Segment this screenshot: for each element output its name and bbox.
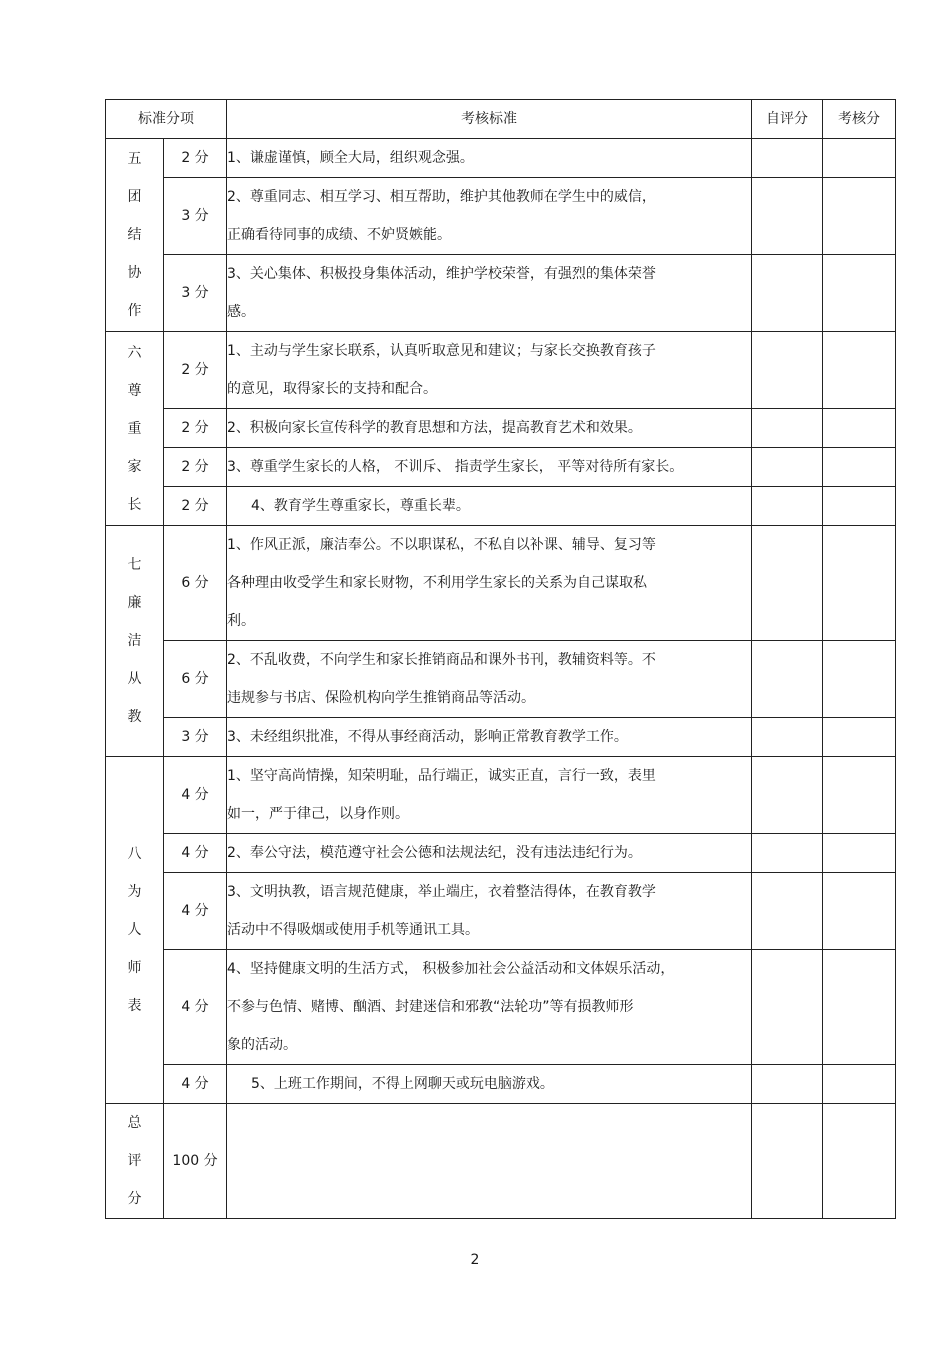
criteria-cell xyxy=(227,873,752,950)
criteria-line: 3、文明执教，语言规范健康，举止端庄，衣着整洁得体，在教育教学 xyxy=(227,884,656,900)
table-row xyxy=(106,757,896,834)
section-label-char: 家 xyxy=(127,458,142,475)
points-cell: 3 分 xyxy=(164,255,227,332)
section-label-char: 协 xyxy=(127,265,142,281)
section-label-char: 六 xyxy=(127,344,142,361)
self-score-cell[interactable] xyxy=(752,409,823,448)
self-score-cell[interactable] xyxy=(752,178,823,255)
criteria-cell xyxy=(227,1065,752,1104)
exam-score-cell[interactable] xyxy=(823,718,896,757)
total-exam-score-cell[interactable] xyxy=(823,1104,896,1219)
self-score-cell[interactable] xyxy=(752,950,823,1065)
table-row xyxy=(106,332,896,409)
points-cell: 4 分 xyxy=(164,1065,227,1104)
exam-score-cell[interactable] xyxy=(823,526,896,641)
exam-score-cell[interactable] xyxy=(823,950,896,1065)
criteria-line: 2、不乱收费，不向学生和家长推销商品和课外书刊，教辅资料等。不 xyxy=(227,652,656,668)
exam-score-cell[interactable] xyxy=(823,255,896,332)
criteria-line: 1、谦虚谨慎，顾全大局，组织观念强。 xyxy=(227,150,474,166)
self-score-cell[interactable] xyxy=(752,873,823,950)
section-label-char: 尊 xyxy=(127,382,142,399)
criteria-line: 的意见，取得家长的支持和配合。 xyxy=(227,381,437,397)
criteria-cell xyxy=(227,255,752,332)
page-number: 2 xyxy=(470,1252,480,1268)
points-cell: 3 分 xyxy=(164,178,227,255)
criteria-line: 4、教育学生尊重家长，尊重长辈。 xyxy=(251,498,470,514)
header-row xyxy=(106,100,896,139)
criteria-line: 1、坚守高尚情操，知荣明耻，品行端正，诚实正直，言行一致，表里 xyxy=(227,768,656,784)
exam-score-cell[interactable] xyxy=(823,178,896,255)
points-cell: 3 分 xyxy=(164,718,227,757)
section-label-char: 人 xyxy=(127,922,142,938)
total-label-char: 总 xyxy=(127,1115,142,1131)
self-score-cell[interactable] xyxy=(752,1065,823,1104)
table-row xyxy=(106,255,896,332)
criteria-cell xyxy=(227,718,752,757)
table-row xyxy=(106,178,896,255)
section-label-char: 七 xyxy=(127,557,142,573)
criteria-line: 1、主动与学生家长联系，认真听取意见和建议；与家长交换教育孩子 xyxy=(227,343,656,359)
self-score-cell[interactable] xyxy=(752,487,823,526)
header-criteria: 考核标准 xyxy=(227,100,752,139)
table-row xyxy=(106,718,896,757)
criteria-line: 5、上班工作期间，不得上网聊天或玩电脑游戏。 xyxy=(251,1076,554,1092)
points-cell: 6 分 xyxy=(164,526,227,641)
criteria-line: 3、关心集体、积极投身集体活动，维护学校荣誉，有强烈的集体荣誉 xyxy=(227,266,656,282)
self-score-cell[interactable] xyxy=(752,757,823,834)
exam-score-cell[interactable] xyxy=(823,873,896,950)
total-criteria-cell xyxy=(227,1104,752,1219)
exam-score-cell[interactable] xyxy=(823,409,896,448)
section-label-char: 表 xyxy=(127,998,142,1014)
total-row xyxy=(106,1104,896,1219)
self-score-cell[interactable] xyxy=(752,448,823,487)
self-score-cell[interactable] xyxy=(752,526,823,641)
criteria-line: 感。 xyxy=(227,304,255,320)
header-item: 标准分项 xyxy=(106,100,227,139)
criteria-line: 象的活动。 xyxy=(227,1037,297,1053)
criteria-cell xyxy=(227,178,752,255)
criteria-line: 2、奉公守法，模范遵守社会公德和法规法纪，没有违法违纪行为。 xyxy=(227,845,642,861)
criteria-line: 各种理由收受学生和家长财物，不利用学生家长的关系为自己谋取私 xyxy=(227,575,647,591)
table-row xyxy=(106,834,896,873)
section-label xyxy=(106,526,164,757)
section-label xyxy=(106,757,164,1104)
section-label-char: 五 xyxy=(127,151,142,167)
exam-score-cell[interactable] xyxy=(823,139,896,178)
criteria-cell xyxy=(227,409,752,448)
table-row xyxy=(106,448,896,487)
exam-score-cell[interactable] xyxy=(823,1065,896,1104)
header-self-score: 自评分 xyxy=(752,100,823,139)
points-cell: 2 分 xyxy=(164,332,227,409)
criteria-line: 如一，严于律己，以身作则。 xyxy=(227,806,409,822)
total-label-char: 评 xyxy=(127,1153,142,1169)
criteria-cell xyxy=(227,641,752,718)
section-label-char: 洁 xyxy=(127,633,142,649)
criteria-line: 3、尊重学生家长的人格， 不训斥、 指责学生家长， 平等对待所有家长。 xyxy=(227,459,684,475)
section-label-char: 重 xyxy=(127,420,142,437)
criteria-line: 正确看待同事的成绩、不妒贤嫉能。 xyxy=(227,227,451,243)
self-score-cell[interactable] xyxy=(752,718,823,757)
criteria-cell xyxy=(227,834,752,873)
points-cell: 6 分 xyxy=(164,641,227,718)
assessment-table xyxy=(105,99,896,1219)
table-row xyxy=(106,1065,896,1104)
section-label xyxy=(106,332,164,526)
criteria-line: 违规参与书店、保险机构向学生推销商品等活动。 xyxy=(227,690,535,706)
points-cell: 2 分 xyxy=(164,409,227,448)
criteria-cell xyxy=(227,487,752,526)
criteria-line: 利。 xyxy=(227,613,255,629)
points-cell: 2 分 xyxy=(164,487,227,526)
total-label-char: 分 xyxy=(127,1191,142,1207)
table-row xyxy=(106,873,896,950)
criteria-cell xyxy=(227,332,752,409)
header-exam-score: 考核分 xyxy=(823,100,896,139)
self-score-cell[interactable] xyxy=(752,641,823,718)
exam-score-cell[interactable] xyxy=(823,757,896,834)
table-row xyxy=(106,409,896,448)
section-label-char: 从 xyxy=(127,671,142,687)
criteria-line: 1、作风正派，廉洁奉公。不以职谋私，不私自以补课、辅导、复习等 xyxy=(227,537,656,553)
section-label-char: 师 xyxy=(127,960,142,976)
criteria-cell xyxy=(227,950,752,1065)
points-cell: 4 分 xyxy=(164,950,227,1065)
section-label-char: 八 xyxy=(127,846,142,862)
points-cell: 4 分 xyxy=(164,873,227,950)
section-label xyxy=(106,139,164,332)
points-cell: 4 分 xyxy=(164,757,227,834)
section-label-char: 为 xyxy=(127,884,142,900)
exam-score-cell[interactable] xyxy=(823,834,896,873)
criteria-cell xyxy=(227,757,752,834)
criteria-cell xyxy=(227,448,752,487)
criteria-cell xyxy=(227,139,752,178)
self-score-cell[interactable] xyxy=(752,255,823,332)
criteria-line: 2、尊重同志、相互学习、相互帮助，维护其他教师在学生中的威信， xyxy=(227,189,656,205)
criteria-line: 活动中不得吸烟或使用手机等通讯工具。 xyxy=(227,922,479,938)
exam-score-cell[interactable] xyxy=(823,487,896,526)
criteria-line: 3、未经组织批准，不得从事经商活动，影响正常教育教学工作。 xyxy=(227,729,628,745)
section-label-char: 作 xyxy=(127,303,142,319)
self-score-cell[interactable] xyxy=(752,139,823,178)
points-cell: 2 分 xyxy=(164,139,227,178)
table-row xyxy=(106,950,896,1065)
section-label-char: 团 xyxy=(127,189,142,205)
criteria-cell xyxy=(227,526,752,641)
criteria-line: 2、积极向家长宣传科学的教育思想和方法，提高教育艺术和效果。 xyxy=(227,420,642,436)
points-cell: 4 分 xyxy=(164,834,227,873)
total-points: 100 分 xyxy=(164,1104,227,1219)
section-label-char: 长 xyxy=(127,496,142,513)
table-row xyxy=(106,487,896,526)
table-row xyxy=(106,526,896,641)
total-self-score-cell[interactable] xyxy=(752,1104,823,1219)
exam-score-cell[interactable] xyxy=(823,448,896,487)
self-score-cell[interactable] xyxy=(752,834,823,873)
total-label xyxy=(106,1104,164,1219)
exam-score-cell[interactable] xyxy=(823,332,896,409)
criteria-line: 不参与色情、赌博、酗酒、封建迷信和邪教“法轮功”等有损教师形 xyxy=(227,999,634,1015)
table-row xyxy=(106,641,896,718)
criteria-line: 4、坚持健康文明的生活方式， 积极参加社会公益活动和文体娱乐活动， xyxy=(227,961,675,977)
table-row xyxy=(106,139,896,178)
self-score-cell[interactable] xyxy=(752,332,823,409)
section-label-char: 廉 xyxy=(127,595,142,611)
points-cell: 2 分 xyxy=(164,448,227,487)
section-label-char: 教 xyxy=(127,709,142,725)
exam-score-cell[interactable] xyxy=(823,641,896,718)
section-label-char: 结 xyxy=(127,227,142,243)
